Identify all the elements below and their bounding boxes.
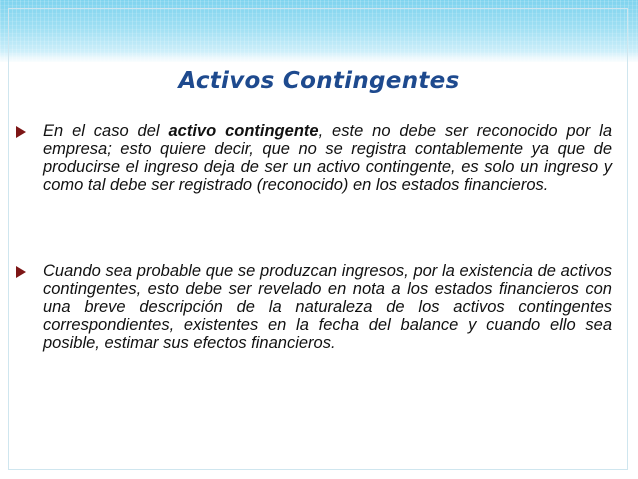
bullet-1-pre: En el caso del xyxy=(43,122,169,140)
slide-title: Activos Contingentes xyxy=(178,68,460,94)
bullet-1-emphasis: activo contingente xyxy=(168,122,319,140)
bullet-1-post: , este no debe ser reconocido por la empresa; esto quiere decir, que no se registra contablemente ya que de producirse el ingreso deja de ser un activo contingente, es solo un ingreso y como tal debe ser registrado (reconocido) en los estados financieros. xyxy=(43,122,612,194)
bullet-item-1 xyxy=(16,122,612,194)
bullet-text-1 xyxy=(16,122,612,194)
triangle-right-icon xyxy=(16,266,26,278)
bullet-item-2 xyxy=(16,262,612,352)
triangle-right-icon xyxy=(16,126,26,138)
bullet-text-2: Cuando sea probable que se produzcan ingresos, por la existencia de activos contingentes, esto debe ser revelado en nota a los estados financieros con una breve descripción de la naturaleza de los activos contingentes correspondientes, existentes en la fecha del balance y cuando ello sea posible, estimar sus efectos financieros. xyxy=(43,262,612,352)
